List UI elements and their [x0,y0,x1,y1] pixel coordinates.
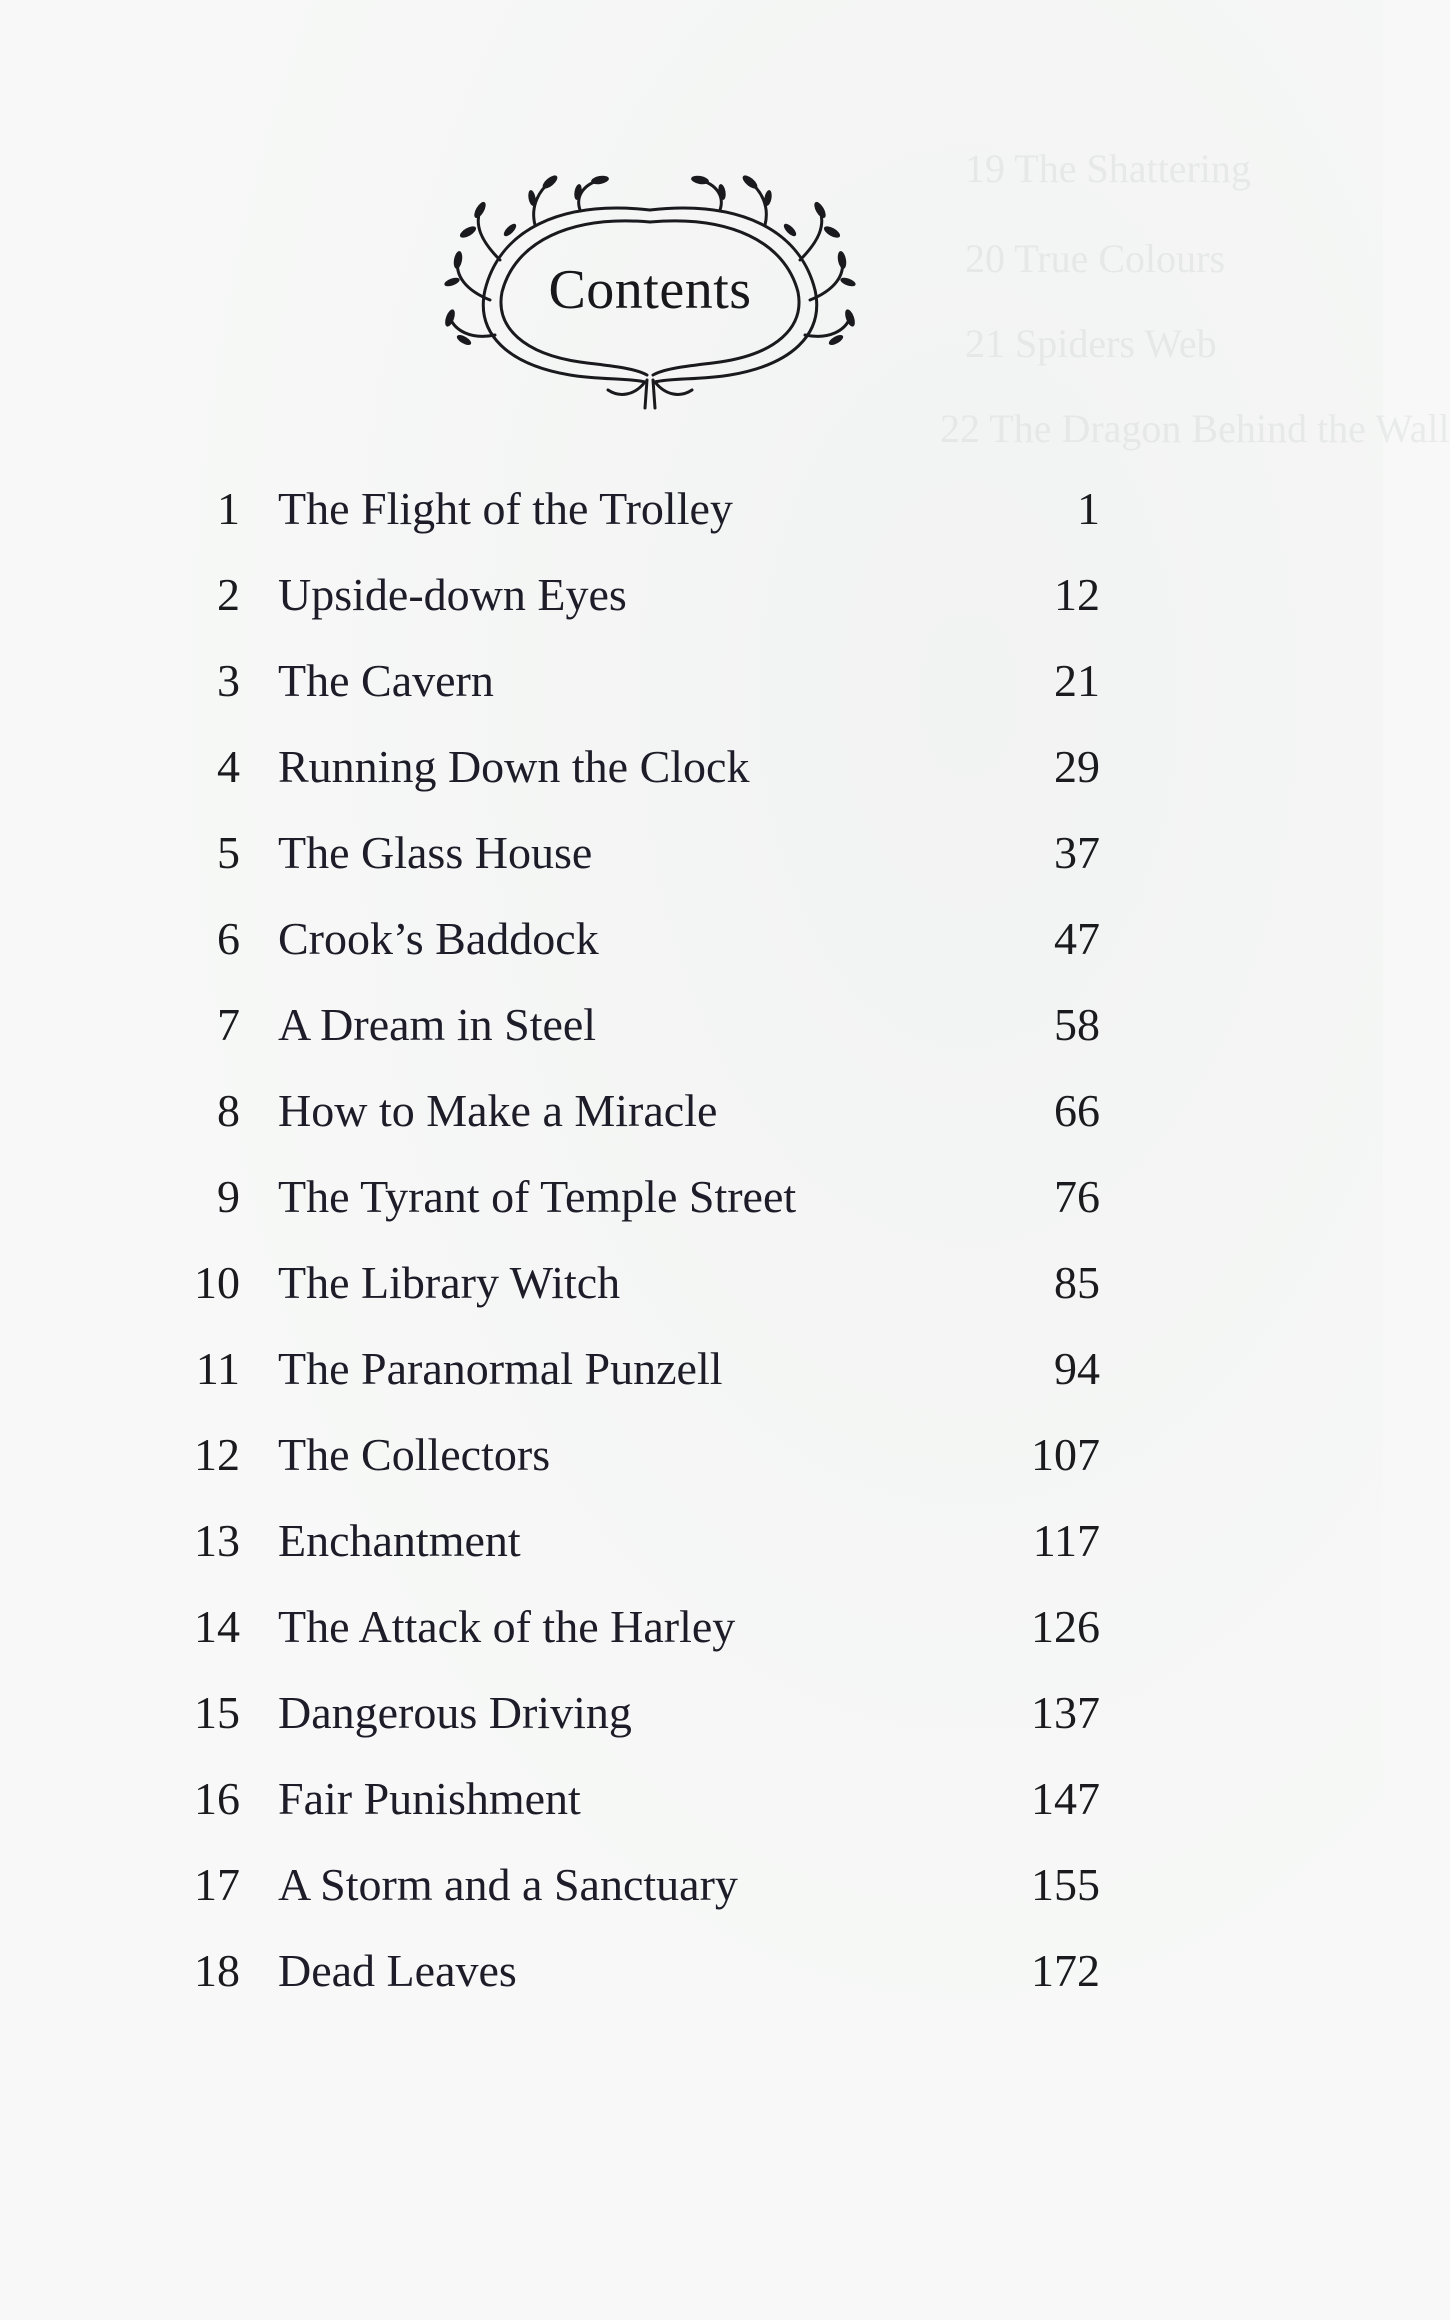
chapter-page-number: 155 [1031,1859,1100,1910]
toc-entry [160,1856,1100,1942]
toc-entry [160,480,1100,566]
chapter-title: The Glass House [278,827,593,878]
chapter-title: Dangerous Driving [278,1687,632,1738]
toc-entry [160,1426,1100,1512]
chapter-page-number: 21 [1054,655,1100,706]
chapter-number: 6 [217,913,240,964]
toc-entry [160,1598,1100,1684]
chapter-page-number: 147 [1031,1773,1100,1824]
chapter-page-number: 107 [1031,1429,1100,1480]
chapter-title: Crook’s Baddock [278,913,599,964]
chapter-number: 10 [194,1257,240,1308]
contents-title: Contents [548,259,752,321]
chapter-number: 2 [217,569,240,620]
chapter-title: Upside-down Eyes [278,569,627,620]
toc-entry [160,1684,1100,1770]
chapter-number: 15 [194,1687,240,1738]
toc-entry [160,566,1100,652]
chapter-title: Dead Leaves [278,1945,517,1996]
chapter-number: 5 [217,827,240,878]
toc-entry [160,1770,1100,1856]
chapter-title: The Cavern [278,655,494,706]
chapter-page-number: 12 [1054,569,1100,620]
chapter-number: 8 [217,1085,240,1136]
chapter-page-number: 94 [1054,1343,1100,1394]
toc-entry [160,1340,1100,1426]
chapter-number: 9 [217,1171,240,1222]
chapter-page-number: 137 [1031,1687,1100,1738]
chapter-title: The Library Witch [278,1257,621,1308]
chapter-title: The Attack of the Harley [278,1601,736,1652]
toc-entry [160,738,1100,824]
chapter-number: 4 [217,741,240,792]
chapter-number: 17 [194,1859,240,1910]
chapter-title: The Collectors [278,1429,551,1480]
chapter-number: 7 [217,999,240,1050]
chapter-number: 13 [194,1515,240,1566]
chapter-page-number: 172 [1031,1945,1100,1996]
chapter-number: 16 [194,1773,240,1824]
chapter-page-number: 47 [1054,913,1100,964]
toc-entry [160,1254,1100,1340]
table-of-contents [160,480,1100,2028]
chapter-number: 18 [194,1945,240,1996]
contents-heading-ornament [440,170,860,410]
chapter-title: Enchantment [278,1515,521,1566]
chapter-title: The Tyrant of Temple Street [278,1171,797,1222]
chapter-title: How to Make a Miracle [278,1085,718,1136]
chapter-page-number: 85 [1054,1257,1100,1308]
chapter-title: The Paranormal Punzell [278,1343,723,1394]
chapter-title: The Flight of the Trolley [278,483,733,534]
chapter-number: 1 [217,483,240,534]
chapter-title: Fair Punishment [278,1773,581,1824]
chapter-page-number: 1 [1077,483,1100,534]
chapter-number: 14 [194,1601,240,1652]
toc-entry [160,1168,1100,1254]
toc-entry [160,996,1100,1082]
chapter-page-number: 66 [1054,1085,1100,1136]
chapter-title: A Dream in Steel [278,999,597,1050]
chapter-page-number: 76 [1054,1171,1100,1222]
toc-entry [160,910,1100,996]
chapter-number: 12 [194,1429,240,1480]
chapter-page-number: 126 [1031,1601,1100,1652]
chapter-number: 11 [195,1343,240,1394]
toc-entry [160,652,1100,738]
chapter-page-number: 58 [1054,999,1100,1050]
toc-entry [160,824,1100,910]
toc-entry [160,1082,1100,1168]
toc-entry [160,1512,1100,1598]
chapter-number: 3 [217,655,240,706]
chapter-title: A Storm and a Sanctuary [278,1859,738,1910]
toc-entry [160,1942,1100,2028]
chapter-page-number: 29 [1054,741,1100,792]
chapter-page-number: 37 [1054,827,1100,878]
show-through-text: 19 The Shattering 20 True Colours 21 Spiders Web 22 The Dragon Behind the Wall [940,146,1450,451]
chapter-title: Running Down the Clock [278,741,750,792]
chapter-page-number: 117 [1032,1515,1100,1566]
